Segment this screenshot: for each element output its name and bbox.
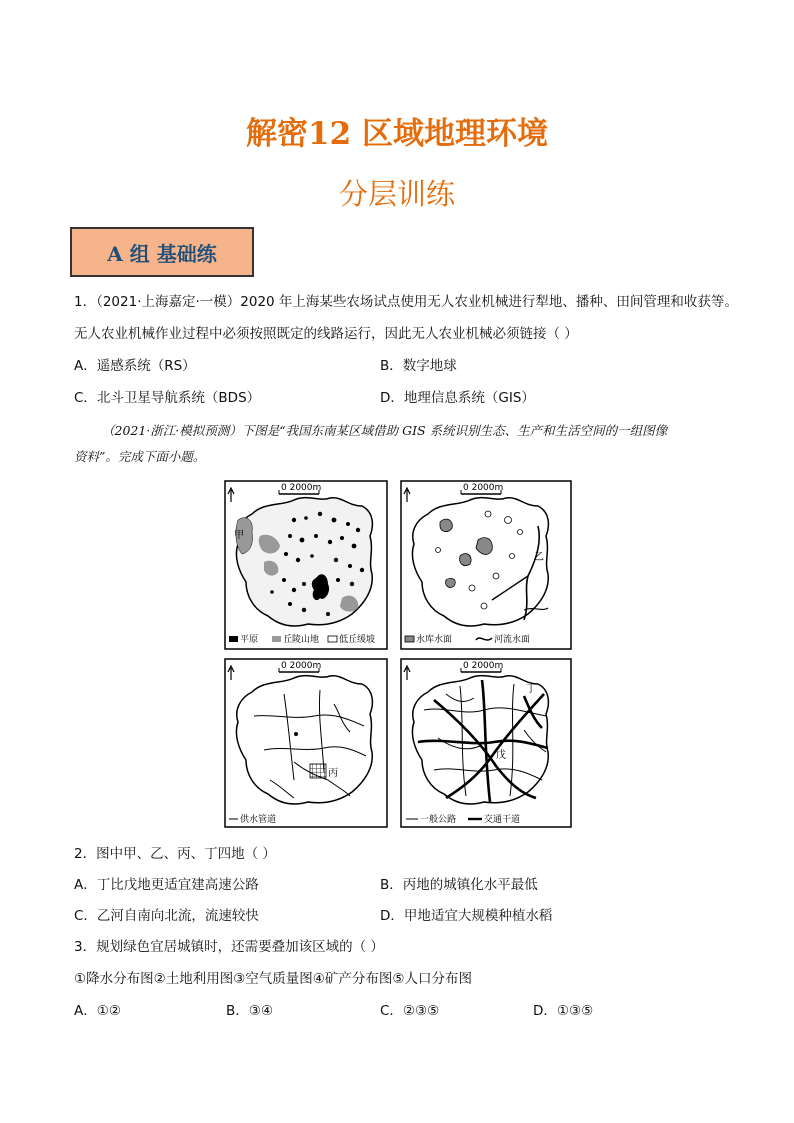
svg-text:低丘缓坡: 低丘缓坡 bbox=[339, 635, 376, 645]
svg-text:丘陵山地: 丘陵山地 bbox=[283, 635, 320, 645]
label-yi: 乙 bbox=[534, 552, 544, 563]
q3-option-d: D．①③⑤ bbox=[533, 1003, 594, 1019]
gis-map-figure bbox=[224, 480, 572, 828]
q3-stem: 3．规划绿色宜居城镇时，还需要叠加该区域的（ ） bbox=[74, 939, 384, 955]
label-wu: 戊 bbox=[496, 750, 506, 761]
svg-text:平原: 平原 bbox=[240, 635, 259, 645]
svg-text:水库水面: 水库水面 bbox=[416, 635, 453, 645]
intro-line2: 资料”。完成下面小题。 bbox=[74, 449, 206, 464]
intro-line1: （2021·浙江·模拟预测）下图是“我国东南某区域借助 GIS 系统识别生态、生产和生活空间的一组图像 bbox=[102, 423, 668, 438]
q1-stem-line2: 无人农业机械作业过程中必须按照既定的线路运行，因此无人农业机械必须链接（ ） bbox=[74, 326, 578, 342]
legend-landform bbox=[229, 633, 375, 645]
q2-stem: 2．图中甲、乙、丙、丁四地（ ） bbox=[74, 846, 276, 862]
scale-label: 0 2000m bbox=[281, 661, 322, 671]
q1-option-a: A．遥感系统（RS） bbox=[74, 358, 196, 374]
map-panel-water bbox=[401, 481, 571, 649]
q2-option-b: B．丙地的城镇化水平最低 bbox=[380, 877, 538, 893]
q3-items: ①降水分布图②土地利用图③空气质量图④矿产分布图⑤人口分布图 bbox=[74, 971, 473, 987]
map-panel-water-supply bbox=[225, 659, 387, 827]
q2-option-d: D．甲地适宜大规模种植水稻 bbox=[380, 908, 553, 924]
page-subtitle: 分层训练 bbox=[338, 177, 455, 211]
q3-option-a: A．①② bbox=[74, 1003, 121, 1019]
material-intro bbox=[74, 418, 734, 470]
scale-bar bbox=[279, 483, 321, 494]
svg-text:交通干道: 交通干道 bbox=[484, 815, 521, 825]
label-ding: 丁 bbox=[526, 684, 536, 695]
scale-label: 0 2000m bbox=[463, 661, 504, 671]
q1-option-b: B．数字地球 bbox=[380, 358, 457, 374]
q1-option-c: C．北斗卫星导航系统（BDS） bbox=[74, 390, 261, 406]
map-panel-transport bbox=[401, 659, 571, 827]
label-jia: 甲 bbox=[234, 530, 244, 541]
q1-option-d: D．地理信息系统（GIS） bbox=[380, 390, 535, 406]
q2-option-a: A．丁比戊地更适宜建高速公路 bbox=[74, 877, 259, 893]
q2-option-c: C．乙河自南向北流，流速较快 bbox=[74, 908, 259, 924]
svg-text:供水管道: 供水管道 bbox=[240, 815, 277, 825]
q3-option-b: B．③④ bbox=[226, 1003, 273, 1019]
svg-text:河流水面: 河流水面 bbox=[494, 635, 531, 645]
svg-text:一般公路: 一般公路 bbox=[420, 815, 457, 825]
q3-option-c: C．②③⑤ bbox=[380, 1003, 440, 1019]
q1-stem-line1: 1．（2021·上海嘉定·一模）2020 年上海某些农场试点使用无人农业机械进行犁地、播种、田间管理和收获等。 bbox=[74, 294, 738, 310]
scale-label: 0 2000m bbox=[463, 483, 504, 493]
scale-label: 0 2000m bbox=[281, 483, 322, 493]
map-panel-landform bbox=[225, 481, 387, 649]
page-title: 解密12 区域地理环境 bbox=[246, 116, 548, 152]
label-bing: 丙 bbox=[328, 768, 338, 779]
group-label: A 组 基础练 bbox=[107, 241, 217, 266]
group-label-box bbox=[70, 227, 254, 277]
